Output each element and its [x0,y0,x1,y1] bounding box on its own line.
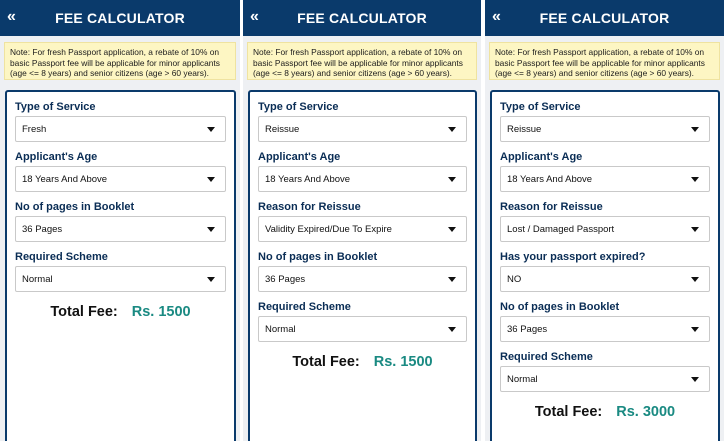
caret-down-icon [207,227,215,232]
booklet-pages-dropdown[interactable] [15,216,226,242]
field-label: Reason for Reissue [500,201,603,213]
fee-form-card [248,90,477,441]
rebate-note: Note: For fresh Passport application, a rebate of 10% on basic Passport fee will be applicable for minor applicants (age <= 8 years) and senior citizens (age > 60 years). [4,42,236,80]
fee-form-card [490,90,720,441]
field-type-of-service [258,100,467,142]
field-label: Type of Service [258,101,339,113]
caret-down-icon [691,327,699,332]
rebate-note: Note: For fresh Passport application, a rebate of 10% on basic Passport fee will be applicable for minor applicants (age <= 8 years) and senior citizens (age > 60 years). [489,42,720,80]
total-fee-value: Rs. 3000 [616,404,676,420]
field-label: Reason for Reissue [258,201,361,213]
header-title: FEE CALCULATOR [55,10,185,26]
field-required-scheme [258,300,467,342]
field-required-scheme [500,350,710,392]
back-double-chevron-icon[interactable]: « [7,8,16,25]
applicant-age-dropdown[interactable] [500,166,710,192]
field-label: No of pages in Booklet [15,201,135,213]
field-label: Applicant's Age [500,151,583,163]
dropdown-value: Lost / Damaged Passport [507,223,615,235]
field-booklet-pages [15,200,226,242]
passport-expired-dropdown[interactable] [500,266,710,292]
total-fee [15,304,226,320]
caret-down-icon [207,277,215,282]
field-label: Has your passport expired? [500,251,646,263]
dropdown-value: Reissue [507,123,542,135]
back-double-chevron-icon[interactable]: « [492,8,501,25]
type-of-service-dropdown[interactable] [15,116,226,142]
field-applicant-age [15,150,226,192]
dropdown-value: 18 Years And Above [507,173,593,185]
dropdown-value: Fresh [22,123,47,135]
applicant-age-dropdown[interactable] [258,166,467,192]
fee-form-card [5,90,236,441]
dropdown-value: 18 Years And Above [265,173,351,185]
caret-down-icon [448,127,456,132]
header-title: FEE CALCULATOR [297,10,427,26]
field-applicant-age [258,150,467,192]
reason-for-reissue-dropdown[interactable] [258,216,467,242]
field-label: Required Scheme [258,301,351,313]
total-fee-label: Total Fee: [534,404,603,420]
screen-fresh [0,0,240,441]
reason-for-reissue-dropdown[interactable] [500,216,710,242]
dropdown-value: NO [507,273,522,285]
field-reason-for-reissue [258,200,467,242]
required-scheme-dropdown[interactable] [15,266,226,292]
dropdown-value: Normal [22,273,53,285]
dropdown-value: Reissue [265,123,300,135]
caret-down-icon [448,327,456,332]
dropdown-value: Validity Expired/Due To Expire [265,223,392,235]
back-double-chevron-icon[interactable]: « [250,8,259,25]
applicant-age-dropdown[interactable] [15,166,226,192]
dropdown-value: 18 Years And Above [22,173,108,185]
app-header [485,0,724,36]
field-label: Applicant's Age [15,151,98,163]
field-required-scheme [15,250,226,292]
field-label: No of pages in Booklet [258,251,378,263]
field-label: No of pages in Booklet [500,301,620,313]
total-fee-label: Total Fee: [50,304,118,320]
screen-reissue-lost [485,0,724,441]
dropdown-value: 36 Pages [507,323,548,335]
total-fee-label: Total Fee: [292,354,360,370]
field-booklet-pages [500,300,710,342]
dropdown-value: 36 Pages [22,223,63,235]
total-fee-value: Rs. 1500 [131,304,191,320]
field-type-of-service [500,100,710,142]
field-label: Applicant's Age [258,151,341,163]
field-booklet-pages [258,250,467,292]
dropdown-value: Normal [507,373,538,385]
required-scheme-dropdown[interactable] [258,316,467,342]
caret-down-icon [448,277,456,282]
caret-down-icon [691,377,699,382]
field-label: Required Scheme [15,251,108,263]
type-of-service-dropdown[interactable] [258,116,467,142]
caret-down-icon [691,277,699,282]
caret-down-icon [691,177,699,182]
field-type-of-service [15,100,226,142]
rebate-note: Note: For fresh Passport application, a rebate of 10% on basic Passport fee will be applicable for minor applicants (age <= 8 years) and senior citizens (age > 60 years). [247,42,477,80]
field-reason-for-reissue [500,200,710,242]
dropdown-value: Normal [265,323,296,335]
caret-down-icon [691,127,699,132]
app-header [243,0,481,36]
caret-down-icon [207,127,215,132]
caret-down-icon [448,177,456,182]
field-label: Type of Service [15,101,96,113]
app-header [0,0,240,36]
header-title: FEE CALCULATOR [539,10,670,26]
field-applicant-age [500,150,710,192]
screen-reissue-expired [243,0,481,441]
field-label: Required Scheme [500,351,593,363]
total-fee [258,354,467,370]
caret-down-icon [448,227,456,232]
field-label: Type of Service [500,101,581,113]
type-of-service-dropdown[interactable] [500,116,710,142]
booklet-pages-dropdown[interactable] [258,266,467,292]
total-fee-value: Rs. 1500 [373,354,433,370]
booklet-pages-dropdown[interactable] [500,316,710,342]
dropdown-value: 36 Pages [265,273,306,285]
field-passport-expired [500,250,710,292]
caret-down-icon [691,227,699,232]
caret-down-icon [207,177,215,182]
total-fee [500,404,710,420]
required-scheme-dropdown[interactable] [500,366,710,392]
